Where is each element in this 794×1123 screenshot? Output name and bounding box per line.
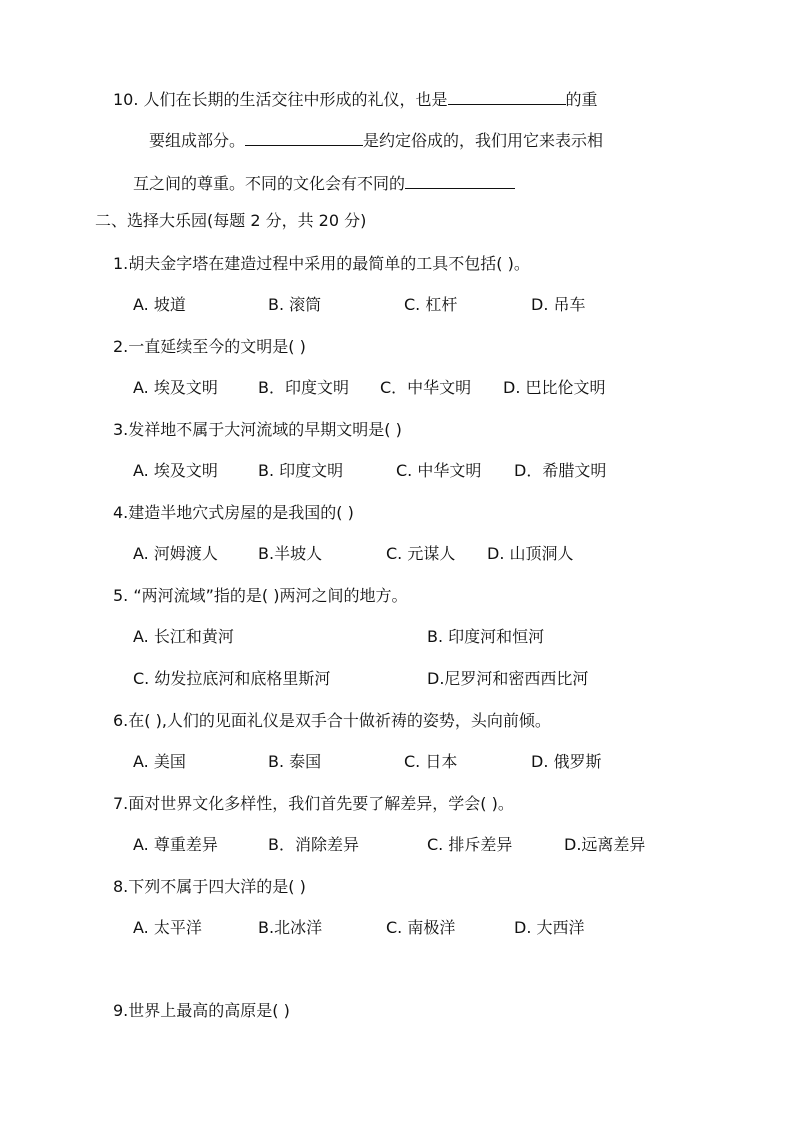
q3-option-c[interactable]: C. 中华文明 (396, 461, 482, 480)
q1-option-a[interactable]: A. 坡道 (133, 295, 186, 314)
question-6-text: 6.在( ),人们的见面礼仪是双手合十做祈祷的姿势，头向前倾。 (113, 711, 551, 730)
q4-option-d[interactable]: D. 山顶洞人 (487, 544, 574, 563)
q10-blank-1[interactable] (448, 86, 566, 105)
q8-option-b[interactable]: B.北冰洋 (258, 918, 323, 937)
q2-option-b[interactable]: B．印度文明 (258, 378, 349, 397)
q10-text-3a: 互之间的尊重。不同的文化会有不同的 (133, 174, 406, 193)
section2-title: 二、选择大乐园(每题 2 分，共 20 分) (95, 211, 367, 230)
q6-option-a[interactable]: A. 美国 (133, 752, 186, 771)
question-9-text: 9.世界上最高的高原是( ) (113, 1001, 290, 1020)
q6-option-d[interactable]: D. 俄罗斯 (531, 752, 602, 771)
q7-option-a[interactable]: A. 尊重差异 (133, 835, 218, 854)
q4-option-c[interactable]: C. 元谋人 (386, 544, 456, 563)
q10-text-1b: 的重 (565, 90, 598, 109)
q2-option-d[interactable]: D. 巴比伦文明 (503, 378, 606, 397)
q7-option-d[interactable]: D.远离差异 (564, 835, 646, 854)
q10-line-3 (133, 170, 515, 195)
q2-option-a[interactable]: A. 埃及文明 (133, 378, 218, 397)
q10-blank-3[interactable] (405, 170, 515, 189)
q6-option-c[interactable]: C. 日本 (404, 752, 458, 771)
question-5-text: 5. “两河流域”指的是( )两河之间的地方。 (113, 586, 408, 605)
q5-option-c[interactable]: C. 幼发拉底河和底格里斯河 (133, 669, 331, 688)
q10-line-2 (149, 127, 603, 152)
question-8-text: 8.下列不属于四大洋的是( ) (113, 877, 306, 896)
q6-option-b[interactable]: B. 泰国 (268, 752, 322, 771)
q10-text-2b: 是约定俗成的，我们用它来表示相 (363, 131, 604, 150)
question-1-text: 1.胡夫金字塔在建造过程中采用的最简单的工具不包括( )。 (113, 254, 530, 273)
q5-option-b[interactable]: B. 印度河和恒河 (427, 627, 545, 646)
question-3-text: 3.发祥地不属于大河流域的早期文明是( ) (113, 420, 402, 439)
q4-option-b[interactable]: B.半坡人 (258, 544, 323, 563)
q1-option-b[interactable]: B. 滚筒 (268, 295, 322, 314)
q8-option-c[interactable]: C. 南极洋 (386, 918, 456, 937)
q1-option-c[interactable]: C. 杠杆 (404, 295, 458, 314)
q7-option-b[interactable]: B．消除差异 (268, 835, 359, 854)
q3-option-d[interactable]: D．希腊文明 (514, 461, 607, 480)
q8-option-d[interactable]: D. 大西洋 (514, 918, 585, 937)
q5-option-d[interactable]: D.尼罗河和密西西比河 (427, 669, 589, 688)
q10-text-1a: 10. 人们在长期的生活交往中形成的礼仪，也是 (113, 90, 448, 109)
q3-option-b[interactable]: B. 印度文明 (258, 461, 344, 480)
q10-blank-2[interactable] (245, 127, 363, 146)
q2-option-c[interactable]: C．中华文明 (380, 378, 472, 397)
q8-option-a[interactable]: A. 太平洋 (133, 918, 202, 937)
q7-option-c[interactable]: C. 排斥差异 (427, 835, 513, 854)
q10-text-2a: 要组成部分。 (149, 131, 246, 150)
question-2-text: 2.一直延续至今的文明是( ) (113, 337, 306, 356)
q1-option-d[interactable]: D. 吊车 (531, 295, 586, 314)
q3-option-a[interactable]: A. 埃及文明 (133, 461, 218, 480)
question-7-text: 7.面对世界文化多样性，我们首先要了解差异，学会( )。 (113, 794, 514, 813)
q10-line-1 (113, 86, 598, 111)
q5-option-a[interactable]: A. 长江和黄河 (133, 627, 234, 646)
question-4-text: 4.建造半地穴式房屋的是我国的( ) (113, 503, 354, 522)
q4-option-a[interactable]: A. 河姆渡人 (133, 544, 218, 563)
